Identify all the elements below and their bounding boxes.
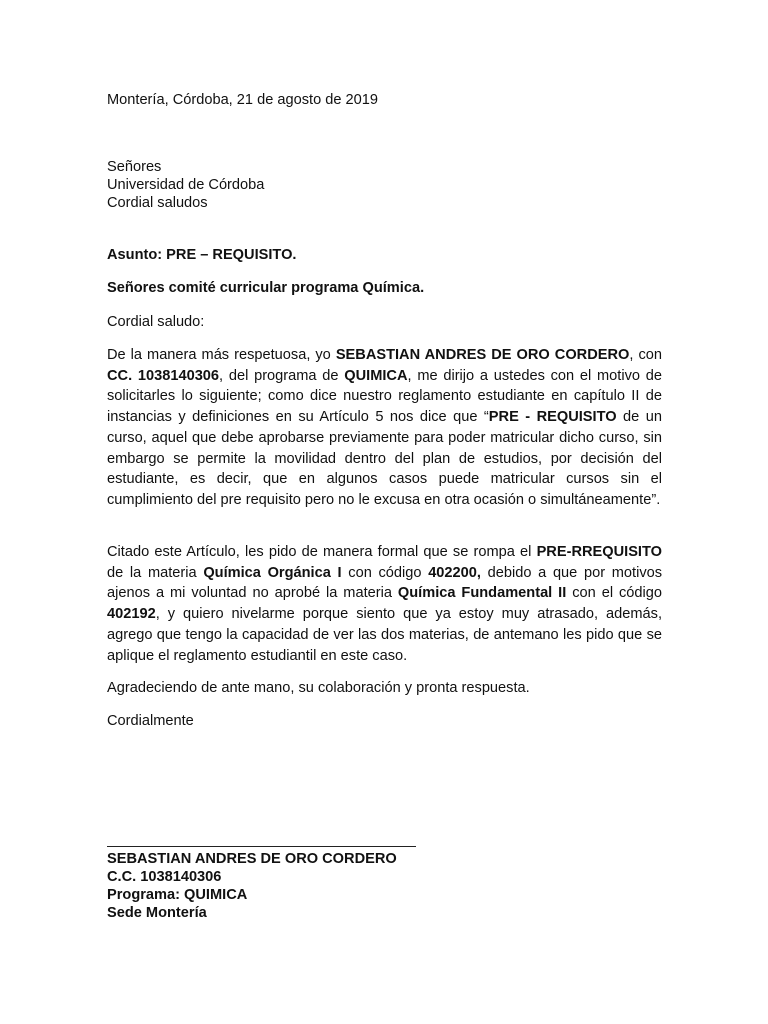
recipient-line-2: Universidad de Córdoba [107, 177, 265, 193]
text-run: De la manera más respetuosa, yo [107, 347, 336, 363]
course-fundamental: Química Fundamental II [397, 585, 567, 602]
text-run: debido a que por motivos ajenos a mi voluntad no aprobé la materia [107, 564, 663, 602]
addressee-line: Señores comité curricular programa Química. [107, 280, 425, 296]
student-name: SEBASTIAN ANDRES DE ORO CORDERO [335, 347, 630, 363]
text-run: de un curso, aquel que debe aprobarse previamente para poder matricular dicho curso, sin embargo se permite la movilidad dentro del plan de estudios, por decisión del estudiante, es decir, que en algunos casos puede matricular cursos sin el cumplimiento del pre requisito pero no le excusa en otra ocasión o simultáneamente”. [107, 409, 662, 508]
body-paragraph-1 [107, 345, 662, 511]
text-run: de la materia [107, 564, 204, 581]
signature-campus: Sede Montería [107, 905, 207, 921]
signature-name: SEBASTIAN ANDRES DE ORO CORDERO [107, 851, 397, 867]
course-code-1: 402200, [428, 564, 481, 581]
recipient-line-1: Señores [107, 159, 162, 175]
text-run: , con [629, 347, 662, 363]
text-run: con el código [566, 585, 663, 602]
text-run: Citado este Artículo, les pido de manera formal que se rompa el [107, 544, 537, 560]
text-run: , y quiero nivelarme porque siento que ya estoy muy atrasado, además, agrego que tengo la capacidad de ver las dos materias, de antemano les pido que se aplique el reglamento estudiantil en este caso. [107, 606, 662, 664]
signature-block [107, 850, 397, 922]
body-paragraph-2 [107, 542, 662, 666]
subject-line: Asunto: PRE – REQUISITO. [107, 247, 297, 263]
signature-line [107, 846, 416, 847]
recipient-line-3: Cordial saludos [107, 195, 208, 211]
course-code-2: 402192 [107, 606, 156, 623]
text-run: , del programa de [219, 367, 345, 384]
thanks-line: Agradeciendo de ante mano, su colaboración y pronta respuesta. [107, 680, 530, 696]
signature-program: Programa: QUIMICA [107, 887, 248, 903]
student-id: CC. 1038140306 [107, 367, 220, 384]
recipient-block [107, 158, 264, 212]
closing-line: Cordialmente [107, 713, 194, 729]
program-name: QUIMICA [344, 367, 408, 384]
place-date: Montería, Córdoba, 21 de agosto de 2019 [107, 92, 378, 108]
signature-id: C.C. 1038140306 [107, 869, 222, 885]
term-prerequisite: PRE - REQUISITO [488, 409, 617, 426]
course-organica: Química Orgánica I [203, 564, 342, 581]
greeting: Cordial saludo: [107, 314, 205, 330]
text-run: con código [341, 564, 429, 581]
term-pre-rrequisito: PRE-RREQUISITO [536, 544, 662, 560]
text-run: , me dirijo a ustedes con el motivo de solicitarles lo siguiente; como dice nuestro reglamento estudiante en capítulo II de instancias y definiciones en su Artículo 5 nos dice que “ [107, 367, 662, 426]
